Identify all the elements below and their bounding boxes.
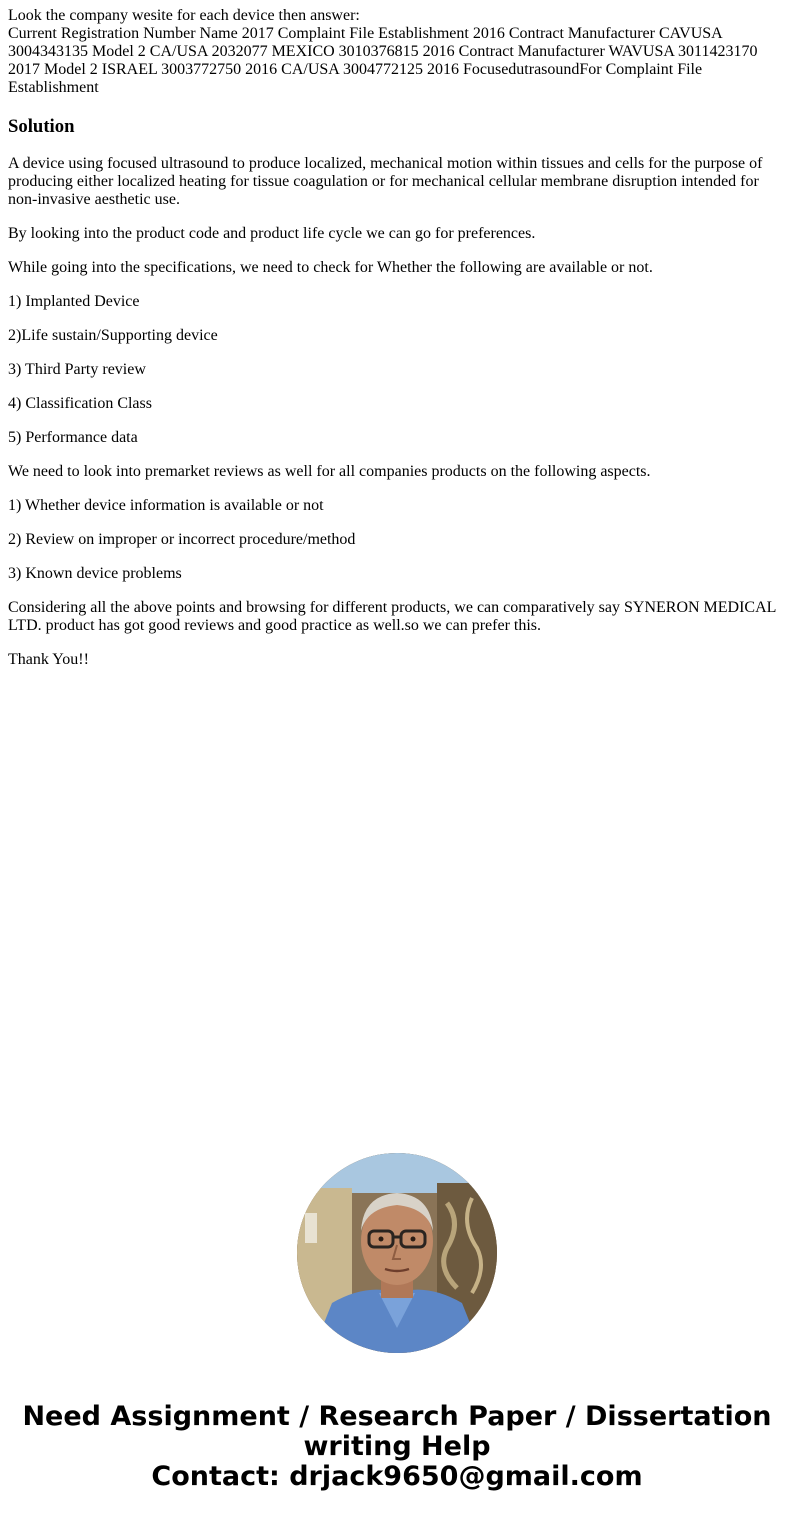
list-item: 3) Third Party review xyxy=(8,361,146,378)
contact-email: Contact: drjack9650@gmail.com xyxy=(151,1461,643,1492)
list-item: 5) Performance data xyxy=(8,429,138,446)
question-body: Current Registration Number Name 2017 Complaint File Establishment 2016 Contract Manufacturer CAVUSA 3004343135 Model 2 CA/USA 2032077 MEXICO 3010376815 2016 Contract Manufacturer WAVUSA 3011423170 2017 Model 2 ISRAEL 3003772750 2016 CA/USA 3004772125 2016 FocusedutrasoundFor Complaint File Establishment xyxy=(8,25,758,96)
solution-paragraph: While going into the specifications, we need to check for Whether the following are available or not. xyxy=(8,259,653,276)
closing-text: Thank You!! xyxy=(8,651,89,668)
list-item: 1) Implanted Device xyxy=(8,293,140,310)
banner-line: writing Help xyxy=(303,1431,491,1462)
solution-paragraph: By looking into the product code and product life cycle we can go for preferences. xyxy=(8,225,536,242)
solution-paragraph: We need to look into premarket reviews as well for all companies products on the following aspects. xyxy=(8,463,651,480)
question-prompt: Look the company wesite for each device then answer: xyxy=(8,7,360,24)
list-item: 1) Whether device information is available or not xyxy=(8,497,324,514)
person-portrait-icon xyxy=(297,1153,497,1353)
contact-banner xyxy=(0,1402,794,1492)
solution-paragraph: Considering all the above points and browsing for different products, we can comparatively say SYNERON MEDICAL LTD. product has got good reviews and good practice as well.so we can prefer this. xyxy=(8,599,776,634)
document-content xyxy=(8,7,780,685)
list-item: 2) Review on improper or incorrect procedure/method xyxy=(8,531,356,548)
list-item: 3) Known device problems xyxy=(8,565,182,582)
list-item: 4) Classification Class xyxy=(8,395,152,412)
avatar xyxy=(297,1153,497,1353)
solution-heading: Solution xyxy=(8,116,75,137)
list-item: 2)Life sustain/Supporting device xyxy=(8,327,218,344)
solution-paragraph: A device using focused ultrasound to produce localized, mechanical motion within tissues and cells for the purpose of producing either localized heating for tissue coagulation or for mechanical cellular membrane disruption intended for non-invasive aesthetic use. xyxy=(8,155,763,208)
banner-line: Need Assignment / Research Paper / Dissertation xyxy=(22,1401,772,1432)
